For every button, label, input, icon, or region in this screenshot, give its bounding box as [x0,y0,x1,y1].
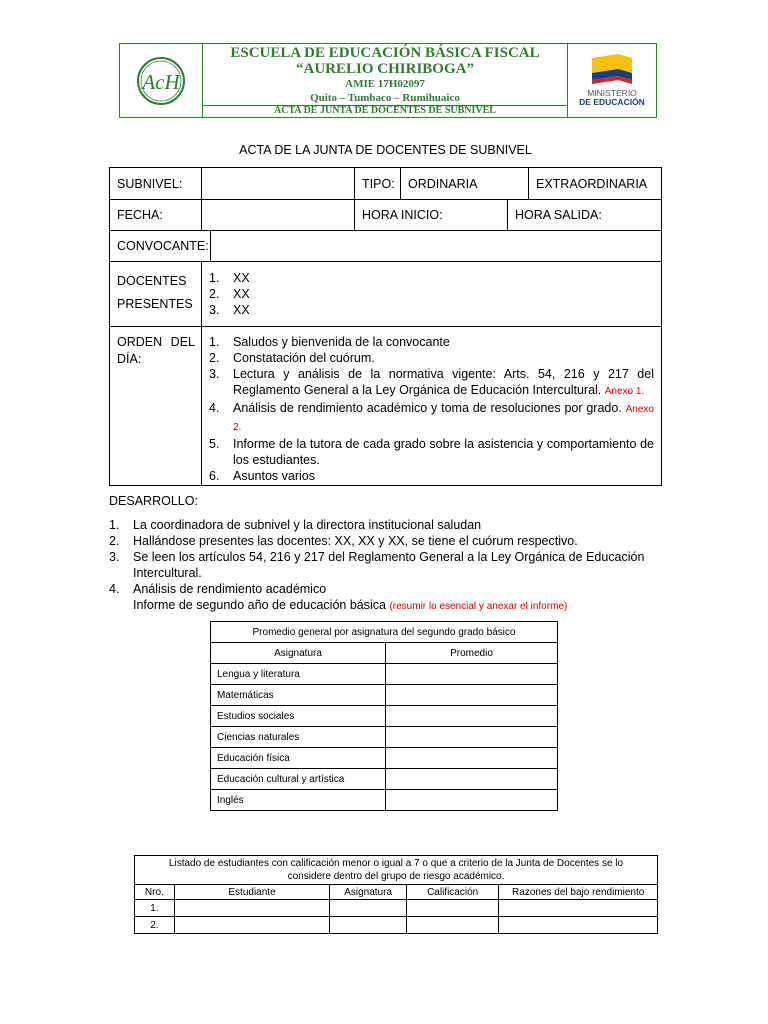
riesgo-header-cell: Calificación [406,885,498,900]
desarrollo-num: 2. [109,534,120,548]
desarrollo-heading: DESARROLLO: [109,494,198,508]
promedio-caption-row [211,622,558,643]
docentes-label-line2: PRESENTES [117,297,193,311]
riesgo-row-num: 1. [135,900,175,917]
tipo-ordinaria[interactable]: ORDINARIA [401,168,529,199]
riesgo-cell-field[interactable] [406,900,498,917]
orden-annex: Anexo 1. [604,386,645,397]
hora-salida-label: HORA SALIDA: [515,208,602,222]
amie-code: AMIE 17H02097 [345,78,425,90]
ministry-line1: MINISTERIO [587,88,637,98]
riesgo-cell-field[interactable] [406,917,498,934]
promedio-asignatura: Educación física [211,748,386,769]
docente-item [209,270,654,286]
ministry-logo [568,44,656,117]
promedio-col-asignatura: Asignatura [211,643,386,664]
desarrollo-num: 1. [109,518,120,532]
promedio-row [211,727,558,748]
orden-text: Asuntos varios [233,469,315,483]
school-name: ESCUELA DE EDUCACIÓN BÁSICA FISCAL [230,45,540,61]
desarrollo-item [109,549,662,581]
orden-num: 1. [209,335,220,349]
school-location: Quito – Tumbaco – Rumihuaico [310,92,460,104]
riesgo-caption-row [135,856,658,885]
promedio-value-field[interactable] [386,727,558,748]
row-fecha [110,200,661,231]
orden-item [209,366,654,400]
docente-name: XX [233,303,250,317]
promedio-value-field[interactable] [386,706,558,727]
school-logo [120,44,202,117]
promedio-row [211,706,558,727]
orden-label-line1: ORDEN DEL [117,335,195,349]
riesgo-row [135,917,658,934]
subnivel-field[interactable] [202,168,355,199]
promedio-row [211,769,558,790]
promedio-row [211,790,558,811]
docente-item [209,286,654,302]
school-name-2: “AURELIO CHIRIBOGA” [296,61,474,77]
promedio-col-promedio: Promedio [386,643,558,664]
docentes-label-line1: DOCENTES [117,274,187,288]
docente-item [209,302,654,318]
riesgo-header-cell: Asignatura [330,885,407,900]
riesgo-header-row [135,885,658,900]
tipo-extraordinaria[interactable]: EXTRAORDINARIA [536,176,648,191]
docente-name: XX [233,287,250,301]
desarrollo-item [109,533,662,549]
orden-item [209,400,654,436]
orden-num: 2. [209,351,220,365]
orden-item [209,350,654,366]
doc-type: ACTA DE JUNTA DE DOCENTES DE SUBNIVEL [274,105,496,116]
convocante-field[interactable] [211,231,661,261]
orden-text: Saludos y bienvenida de la convocante [233,335,450,349]
riesgo-row [135,900,658,917]
informe-line [109,597,662,615]
fecha-field[interactable] [202,200,355,230]
promedio-value-field[interactable] [386,664,558,685]
orden-text: Análisis de rendimiento académico y toma de resoluciones por grado. [233,401,622,415]
promedio-row [211,664,558,685]
orden-num: 5. [209,437,220,451]
promedio-table [210,621,558,811]
promedio-value-field[interactable] [386,748,558,769]
promedio-asignatura: Educación cultural y artística [211,769,386,790]
docente-num: 3. [209,303,220,317]
ministry-flag-icon [568,44,656,117]
school-logo-cell [120,44,203,117]
desarrollo-item [109,581,662,597]
riesgo-header-cell: Nro. [135,885,175,900]
orden-label-line2: DÍA: [117,352,142,366]
riesgo-cell-field[interactable] [499,917,658,934]
convocante-label: CONVOCANTE: [110,231,211,261]
desarrollo-num: 3. [109,550,120,564]
row-docentes [110,262,661,327]
desarrollo-text: Se leen los artículos 54, 216 y 217 del Reglamento General a la Ley Orgánica de Educación Intercultural. [133,550,645,580]
promedio-value-field[interactable] [386,769,558,790]
orden-label [110,327,202,485]
informe-text: Informe de segundo año de educación básica [133,598,386,612]
row-orden-dia [110,327,661,485]
tipo-label: TIPO: [355,168,401,199]
promedio-asignatura: Lengua y literatura [211,664,386,685]
desarrollo-list [109,517,662,615]
docente-num: 2. [209,287,220,301]
acta-form [109,167,662,486]
document-header [119,43,657,118]
promedio-value-field[interactable] [386,790,558,811]
riesgo-table [134,855,658,934]
promedio-header-row [211,643,558,664]
header-doc-type-bar [203,105,567,118]
header-titles [203,44,568,117]
orden-item [209,468,654,484]
orden-num: 3. [209,367,220,381]
docente-num: 1. [209,271,220,285]
desarrollo-text: La coordinadora de subnivel y la directora institucional saludan [133,518,482,532]
promedio-asignatura: Ciencias naturales [211,727,386,748]
riesgo-cell-field[interactable] [499,900,658,917]
subnivel-label: SUBNIVEL: [110,168,202,199]
promedio-caption: Promedio general por asignatura del segundo grado básico [211,622,558,643]
orden-item [209,334,654,350]
orden-list [202,327,661,485]
orden-annex: Anexo 2. [233,404,654,433]
school-logo-text: AcH [142,70,180,94]
promedio-asignatura: Matemáticas [211,685,386,706]
riesgo-header-cell: Razones del bajo rendimiento [499,885,658,900]
docentes-list [202,262,661,326]
promedio-row [211,685,558,706]
riesgo-caption: Listado de estudiantes con calificación menor o igual a 7 o que a criterio de la Junta de Docentes se lo considere dentro del grupo de riesgo académico. [135,856,658,885]
promedio-row [211,748,558,769]
orden-text: Informe de la tutora de cada grado sobre la asistencia y comportamiento de los estudiantes. [233,437,654,467]
promedio-asignatura: Estudios sociales [211,706,386,727]
hora-inicio-label: HORA INICIO: [355,200,508,230]
docente-name: XX [233,271,250,285]
orden-text: Constatación del cuórum. [233,351,375,365]
riesgo-header-cell: Estudiante [174,885,330,900]
riesgo-cell-field[interactable] [174,900,330,917]
desarrollo-item [109,517,662,533]
orden-num: 4. [209,401,220,415]
riesgo-cell-field[interactable] [174,917,330,934]
promedio-value-field[interactable] [386,685,558,706]
desarrollo-num: 4. [109,582,120,596]
docentes-label [110,262,202,326]
informe-note: (resumir lo esencial y anexar el informe) [389,601,568,612]
desarrollo-text: Análisis de rendimiento académico [133,582,327,596]
riesgo-cell-field[interactable] [330,917,407,934]
orden-num: 6. [209,469,220,483]
desarrollo-text: Hallándose presentes las docentes: XX, XX y XX, se tiene el cuórum respectivo. [133,534,578,548]
riesgo-row-num: 2. [135,917,175,934]
orden-item [209,436,654,468]
orden-text: Lectura y análisis de la normativa vigente: Arts. 54, 216 y 217 del Reglamento General a la Ley Orgánica de Educación Intercultural. [233,367,654,397]
fecha-label: FECHA: [110,200,202,230]
riesgo-cell-field[interactable] [330,900,407,917]
promedio-asignatura: Inglés [211,790,386,811]
document-title: ACTA DE LA JUNTA DE DOCENTES DE SUBNIVEL [239,143,532,157]
ministry-line2: DE EDUCACIÓN [579,97,645,107]
row-convocante [110,231,661,262]
row-subnivel [110,168,661,200]
